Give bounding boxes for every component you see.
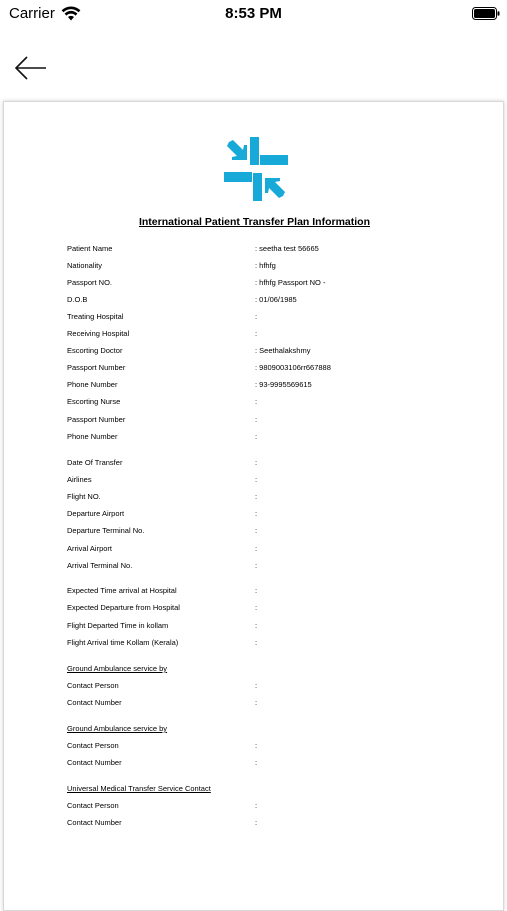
field-row bbox=[4, 697, 505, 709]
field-row bbox=[4, 817, 505, 829]
field-value: : hfhfg Passport NO - bbox=[255, 278, 326, 287]
field-row bbox=[4, 328, 505, 340]
field-value: : bbox=[255, 329, 258, 338]
field-value: : bbox=[255, 544, 258, 553]
field-value: : 93-9995569615 bbox=[255, 380, 312, 389]
field-row bbox=[4, 396, 505, 408]
field-value: : bbox=[255, 415, 258, 424]
field-row bbox=[4, 431, 505, 443]
field-value: : bbox=[255, 681, 258, 690]
field-value: : bbox=[255, 432, 258, 441]
field-label: Departure Airport bbox=[67, 509, 125, 518]
field-row bbox=[4, 277, 505, 289]
field-value: : bbox=[255, 741, 258, 750]
status-bar bbox=[0, 0, 507, 30]
field-value: : bbox=[255, 492, 258, 501]
field-value: : bbox=[255, 586, 258, 595]
field-value: : bbox=[255, 818, 258, 827]
field-row bbox=[4, 740, 505, 752]
field-row bbox=[4, 585, 505, 597]
status-time: 8:53 PM bbox=[225, 5, 282, 22]
field-label: Expected Time arrival at Hospital bbox=[67, 586, 177, 595]
field-label: Escorting Doctor bbox=[67, 346, 123, 355]
field-label: Phone Number bbox=[67, 380, 118, 389]
field-row bbox=[4, 345, 505, 357]
field-label: Escorting Nurse bbox=[67, 397, 121, 406]
field-value: : bbox=[255, 526, 258, 535]
field-label: Contact Person bbox=[67, 681, 119, 690]
field-value: : bbox=[255, 397, 258, 406]
field-value: : bbox=[255, 458, 258, 467]
field-value: : 01/06/1985 bbox=[255, 295, 297, 304]
field-label: Passport NO. bbox=[67, 278, 113, 287]
battery-icon bbox=[472, 7, 500, 20]
field-label: Date Of Transfer bbox=[67, 458, 123, 467]
field-row bbox=[4, 560, 505, 572]
field-row bbox=[4, 414, 505, 426]
field-label: Departure Terminal No. bbox=[67, 526, 145, 535]
document-title: International Patient Transfer Plan Information bbox=[138, 216, 371, 228]
document-preview[interactable] bbox=[3, 101, 504, 911]
field-value: : bbox=[255, 312, 258, 321]
field-label: Contact Number bbox=[67, 758, 122, 767]
field-label: Flight Arrival time Kollam (Kerala) bbox=[67, 638, 179, 647]
arrow-left-icon[interactable] bbox=[14, 55, 48, 81]
field-value: : bbox=[255, 758, 258, 767]
field-row bbox=[4, 620, 505, 632]
field-label: Arrival Airport bbox=[67, 544, 113, 553]
field-row bbox=[4, 757, 505, 769]
field-label: Flight NO. bbox=[67, 492, 101, 501]
field-value: : bbox=[255, 621, 258, 630]
field-label: Contact Person bbox=[67, 741, 119, 750]
field-label: Nationality bbox=[67, 261, 103, 270]
field-value: : Seethalakshmy bbox=[255, 346, 311, 355]
carrier-label: Carrier bbox=[9, 5, 55, 22]
field-row bbox=[4, 362, 505, 374]
field-label: Receiving Hospital bbox=[67, 329, 130, 338]
field-row bbox=[4, 543, 505, 555]
field-row bbox=[4, 379, 505, 391]
field-row bbox=[4, 680, 505, 692]
field-row bbox=[4, 294, 505, 306]
section-heading: Universal Medical Transfer Service Contact bbox=[67, 784, 211, 793]
section-heading: Ground Ambulance service by bbox=[67, 724, 168, 733]
field-label: Arrival Terminal No. bbox=[67, 561, 133, 570]
field-value: : bbox=[255, 603, 258, 612]
field-label: Expected Departure from Hospital bbox=[67, 603, 180, 612]
field-row bbox=[4, 525, 505, 537]
field-value: : bbox=[255, 638, 258, 647]
field-label: Airlines bbox=[67, 475, 92, 484]
field-label: Contact Number bbox=[67, 818, 122, 827]
field-label: Treating Hospital bbox=[67, 312, 124, 321]
field-label: Passport Number bbox=[67, 363, 126, 372]
field-row bbox=[4, 311, 505, 323]
hospital-logo bbox=[224, 137, 288, 201]
field-value: : 9809003106rr667888 bbox=[255, 363, 331, 372]
section-heading: Ground Ambulance service by bbox=[67, 664, 168, 673]
field-row bbox=[4, 243, 505, 255]
field-value: : hfhfg bbox=[255, 261, 276, 270]
field-row bbox=[4, 508, 505, 520]
field-row bbox=[4, 491, 505, 503]
field-row bbox=[4, 457, 505, 469]
field-value: : bbox=[255, 698, 258, 707]
field-row bbox=[4, 637, 505, 649]
field-row bbox=[4, 800, 505, 812]
field-label: Contact Person bbox=[67, 801, 119, 810]
field-label: Phone Number bbox=[67, 432, 118, 441]
field-value: : bbox=[255, 561, 258, 570]
field-label: Contact Number bbox=[67, 698, 122, 707]
field-value: : bbox=[255, 475, 258, 484]
field-label: Flight Departed Time in kollam bbox=[67, 621, 169, 630]
field-row bbox=[4, 602, 505, 614]
field-value: : bbox=[255, 509, 258, 518]
field-row bbox=[4, 474, 505, 486]
field-label: D.O.B bbox=[67, 295, 88, 304]
field-value: : seetha test 56665 bbox=[255, 244, 319, 253]
field-row bbox=[4, 260, 505, 272]
field-label: Passport Number bbox=[67, 415, 126, 424]
field-label: Patient Name bbox=[67, 244, 113, 253]
field-value: : bbox=[255, 801, 258, 810]
